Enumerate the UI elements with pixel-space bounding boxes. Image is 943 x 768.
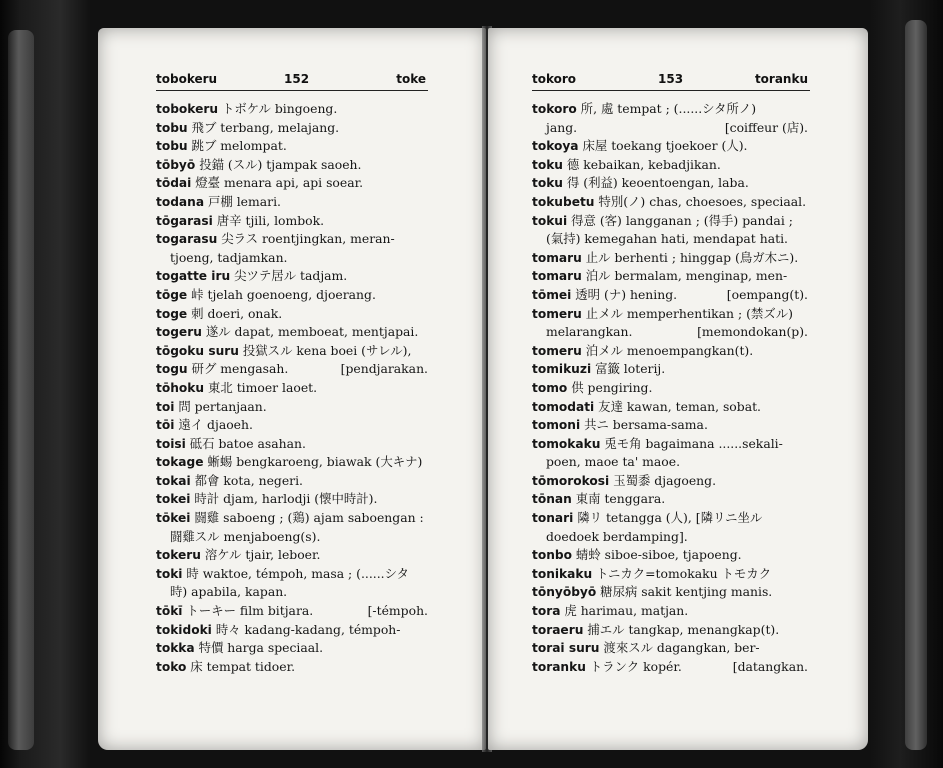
entry-headword: tōkī: [156, 604, 183, 619]
entry-continuation: 闘雞スル menjaboeng(s).: [170, 528, 321, 544]
entry-definition: 東北 timoer laoet.: [204, 379, 318, 395]
dictionary-entry: [532, 267, 808, 286]
dictionary-entry: [532, 490, 808, 509]
entry-headword: tonari: [532, 511, 574, 526]
entry-headword: tokui: [532, 213, 568, 228]
dictionary-entry: [156, 490, 428, 509]
entry-definition: 刺 doeri, onak.: [187, 305, 283, 321]
entry-headword: tōge: [156, 287, 188, 302]
entry-headword: tora: [532, 604, 561, 619]
dictionary-entry: [532, 472, 808, 491]
dictionary-entry: [532, 602, 808, 621]
entry-headword: toranku: [532, 659, 586, 674]
entry-headword: tomokaku: [532, 436, 601, 451]
entry-headword: tōgoku suru: [156, 343, 239, 358]
dictionary-entry: [532, 174, 808, 193]
entry-headword: tonikaku: [532, 566, 593, 581]
entry-headword: toki: [156, 566, 183, 581]
entry-definition: 虎 harimau, matjan.: [560, 603, 689, 619]
entry-definition: 遠イ djaoeh.: [174, 417, 253, 433]
entry-headword: tomo: [532, 380, 568, 395]
entry-definition: 得 (利益) keoentoengan, laba.: [562, 175, 749, 191]
dictionary-entry: [156, 137, 428, 156]
dictionary-entry: [532, 509, 808, 546]
entry-overflow-text: [coiffeur (店).: [724, 119, 808, 135]
entry-headword: tokoro: [532, 102, 577, 116]
entry-overflow-text: [memondokan(p).: [697, 324, 808, 340]
dictionary-entry: [156, 212, 428, 231]
dictionary-entry: [532, 658, 808, 677]
entry-headword: toge: [156, 306, 188, 321]
left-header-first-headword: tobokeru: [156, 72, 218, 86]
entry-definition: 闘雞 saboeng ; (鶏) ajam saboengan :: [190, 510, 424, 526]
left-page-number: 152: [284, 72, 310, 86]
entry-definition: 時計 djam, harlodji (懐中時計).: [190, 491, 378, 507]
entry-definition: 止メル memperhentikan ; (禁ズル): [581, 305, 793, 321]
dictionary-entry: [156, 230, 428, 267]
entry-definition: 峠 tjelah goenoeng, djoerang.: [187, 286, 376, 302]
entry-headword: togeru: [156, 325, 202, 340]
entry-definition: 戸棚 lemari.: [204, 193, 281, 209]
dictionary-entry: [156, 472, 428, 491]
dictionary-entry: [532, 342, 808, 361]
dictionary-entry: [156, 658, 428, 677]
entry-definition: 透明 (ナ) hening.: [571, 286, 678, 302]
dictionary-entry: [156, 416, 428, 435]
entry-continuation: doedoek berdamping].: [546, 528, 688, 544]
entry-headword: tonbo: [532, 548, 572, 563]
entry-headword: tokage: [156, 455, 204, 470]
dictionary-entry: [532, 305, 808, 342]
entry-headword: tōgarasi: [156, 213, 213, 228]
entry-definition: 尖ラス roentjingkan, meran-: [217, 231, 395, 247]
left-entry-list: [156, 100, 486, 676]
entry-headword: tomaru: [532, 269, 582, 284]
entry-headword: tōdai: [156, 176, 192, 191]
entry-headword: tomeru: [532, 343, 582, 358]
entry-headword: tokai: [156, 473, 191, 488]
right-page-number: 153: [658, 72, 684, 86]
entry-definition: 共ニ bersama-sama.: [580, 417, 708, 433]
entry-definition: 特別(ノ) chas, choesoes, speciaal.: [594, 193, 807, 209]
entry-headword: todana: [156, 194, 205, 209]
entry-definition: 泊メル menoempangkan(t).: [581, 342, 754, 358]
entry-definition: 玉蜀黍 djagoeng.: [609, 472, 717, 488]
dictionary-entry: [156, 193, 428, 212]
entry-headword: toraeru: [532, 622, 584, 637]
entry-definition: トボケル bingoeng.: [218, 101, 338, 116]
entry-definition: 投錨 (スル) tjampak saoeh.: [195, 156, 362, 172]
dictionary-entry: [156, 323, 428, 342]
dictionary-entry: [532, 193, 808, 212]
dictionary-entry: [532, 249, 808, 268]
entry-overflow-text: [oempang(t).: [726, 286, 808, 302]
entry-definition: 飛ブ terbang, melajang.: [187, 119, 340, 135]
right-header-rule: [532, 90, 810, 91]
dictionary-entry: [156, 286, 428, 305]
entry-definition: 糖尿病 sakit kentjing manis.: [596, 584, 773, 600]
dictionary-entry: [532, 156, 808, 175]
dictionary-entry: [156, 602, 428, 621]
entry-headword: tobu: [156, 120, 188, 135]
left-header-rule: [156, 90, 428, 91]
entry-headword: tōi: [156, 418, 175, 433]
dictionary-entry: [156, 621, 428, 640]
entry-headword: tobokeru: [156, 102, 219, 116]
entry-definition: 研グ mengasah.: [187, 361, 289, 377]
entry-headword: tōkei: [156, 511, 191, 526]
dictionary-entry: [156, 119, 428, 138]
entry-definition: 捕エル tangkap, menangkap(t).: [583, 621, 780, 637]
entry-headword: tōbyō: [156, 157, 196, 172]
dictionary-entry: [532, 583, 808, 602]
entry-definition: 跳ブ melompat.: [187, 138, 287, 154]
entry-headword: togarasu: [156, 232, 218, 247]
dictionary-entry: [156, 360, 428, 379]
right-page: [488, 28, 868, 750]
entry-overflow-text: [-témpoh.: [367, 603, 428, 619]
entry-definition: 富籤 loterij.: [591, 361, 666, 377]
entry-definition: 兎モ角 bagaimana ......sekali-: [600, 435, 783, 451]
entry-headword: togatte iru: [156, 269, 231, 284]
entry-headword: tomikuzi: [532, 362, 592, 377]
dictionary-entry: [156, 174, 428, 193]
right-header-last-headword: toranku: [754, 72, 808, 86]
dictionary-entry: [156, 435, 428, 454]
dictionary-entry: [532, 398, 808, 417]
entry-definition: 泊ル bermalam, menginap, men-: [581, 268, 788, 284]
dictionary-entry: [532, 100, 808, 137]
dictionary-entry: [532, 639, 808, 658]
entry-definition: トニカク=tomokaku トモカク: [592, 565, 772, 581]
entry-headword: tomoni: [532, 418, 581, 433]
entry-headword: toku: [532, 176, 563, 191]
entry-headword: tomodati: [532, 399, 595, 414]
entry-headword: tōnan: [532, 492, 572, 507]
entry-headword: tōmei: [532, 287, 572, 302]
dictionary-entry: [532, 286, 808, 305]
entry-continuation: (氣持) kemegahan hati, mendapat hati.: [546, 231, 788, 247]
entry-definition: トランク kopér.: [585, 658, 682, 674]
entry-definition: トーキー film bitjara.: [182, 603, 314, 619]
entry-headword: toi: [156, 399, 175, 414]
left-page: [98, 28, 486, 750]
dictionary-entry: [532, 621, 808, 640]
entry-definition: 供 pengiring.: [567, 379, 653, 395]
entry-headword: tomaru: [532, 250, 582, 265]
dictionary-entry: [532, 137, 808, 156]
right-entry-list: [532, 100, 862, 676]
entry-definition: 都會 kota, negeri.: [190, 472, 303, 488]
entry-definition: 隣リ tetangga (人), [隣リニ坐ル: [573, 510, 763, 526]
dictionary-entry: [156, 379, 428, 398]
entry-continuation: tjoeng, tadjamkan.: [170, 249, 288, 265]
entry-definition: 東南 tenggara.: [571, 491, 666, 507]
dictionary-entry: [532, 360, 808, 379]
dictionary-entry: [156, 398, 428, 417]
entry-definition: 友達 kawan, teman, sobat.: [594, 398, 761, 414]
entry-headword: toisi: [156, 436, 186, 451]
entry-headword: tokka: [156, 641, 195, 656]
entry-overflow-text: [datangkan.: [732, 658, 808, 674]
entry-definition: 床屋 toekang tjoekoer (人).: [578, 138, 748, 154]
entry-definition: 時 waktoe, témpoh, masa ; (......シタ: [182, 565, 409, 581]
entry-definition: 唐辛 tjili, lombok.: [212, 212, 325, 228]
entry-headword: tokubetu: [532, 194, 595, 209]
right-page-header: [532, 72, 808, 92]
entry-definition: 溶ケル tjair, leboer.: [200, 547, 321, 563]
entry-definition: 得意 (客) langganan ; (得手) pandai ;: [567, 212, 793, 228]
entry-headword: torai suru: [532, 641, 600, 656]
dictionary-entry: [156, 342, 428, 361]
entry-headword: tobu: [156, 139, 188, 154]
entry-headword: tokidoki: [156, 622, 212, 637]
dictionary-entry: [532, 416, 808, 435]
entry-continuation: 時) apabila, kapan.: [170, 584, 288, 600]
dictionary-entry: [532, 379, 808, 398]
entry-headword: tokeru: [156, 548, 201, 563]
dictionary-entry: [156, 156, 428, 175]
dictionary-entry: [156, 267, 428, 286]
dictionary-entry: [156, 509, 428, 546]
dictionary-entry: [156, 546, 428, 565]
dictionary-entry: [156, 100, 428, 119]
entry-definition: 時々 kadang-kadang, témpoh-: [211, 621, 401, 637]
left-page-header: [156, 72, 426, 92]
entry-definition: 砥石 batoe asahan.: [185, 435, 306, 451]
dictionary-entry: [156, 639, 428, 658]
entry-headword: tokoya: [532, 139, 579, 154]
dictionary-entry: [532, 212, 808, 249]
entry-headword: togu: [156, 362, 188, 377]
entry-definition: 渡來スル dagangkan, ber-: [599, 640, 760, 656]
dictionary-entry: [532, 565, 808, 584]
entry-headword: toku: [532, 157, 563, 172]
entry-definition: 燈臺 menara api, api soear.: [191, 175, 364, 191]
entry-definition: 蜻蛉 siboe-siboe, tjapoeng.: [571, 547, 742, 563]
right-page-edges: [905, 20, 927, 750]
entry-headword: tōhoku: [156, 380, 205, 395]
entry-definition: 尖ツテ居ル tadjam.: [230, 268, 348, 284]
entry-definition: 所, 處 tempat ; (......シタ所ノ): [576, 101, 757, 116]
entry-continuation: poen, maoe ta' maoe.: [546, 454, 681, 470]
entry-definition: 蜥蜴 bengkaroeng, biawak (大キナ): [203, 454, 423, 470]
dictionary-entry: [156, 453, 428, 472]
entry-headword: tomeru: [532, 306, 582, 321]
entry-definition: 投獄スル kena boei (サレル),: [238, 342, 412, 358]
entry-headword: toko: [156, 659, 187, 674]
entry-headword: tokei: [156, 492, 191, 507]
right-header-first-headword: tokoro: [532, 72, 577, 86]
dictionary-entry: [532, 546, 808, 565]
entry-headword: tōmorokosi: [532, 473, 610, 488]
entry-definition: 止ル berhenti ; hinggap (鳥ガ木ニ).: [581, 249, 799, 265]
dictionary-entry: [156, 305, 428, 324]
dictionary-entry: [156, 565, 428, 602]
entry-overflow-text: [pendjarakan.: [340, 361, 428, 377]
left-page-edges: [8, 30, 34, 750]
entry-definition: 問 pertanjaan.: [174, 398, 267, 414]
entry-definition: 遂ル dapat, memboeat, mentjapai.: [201, 324, 419, 340]
dictionary-entry: [532, 435, 808, 472]
entry-headword: tōnyōbyō: [532, 585, 597, 600]
entry-continuation: melarangkan.: [546, 324, 633, 340]
entry-definition: 德 kebaikan, kebadjikan.: [562, 156, 721, 172]
entry-continuation: jang.: [546, 119, 578, 135]
entry-definition: 床 tempat tidoer.: [186, 658, 296, 674]
left-header-last-headword: toke: [396, 72, 426, 86]
entry-definition: 特價 harga speciaal.: [194, 640, 324, 656]
